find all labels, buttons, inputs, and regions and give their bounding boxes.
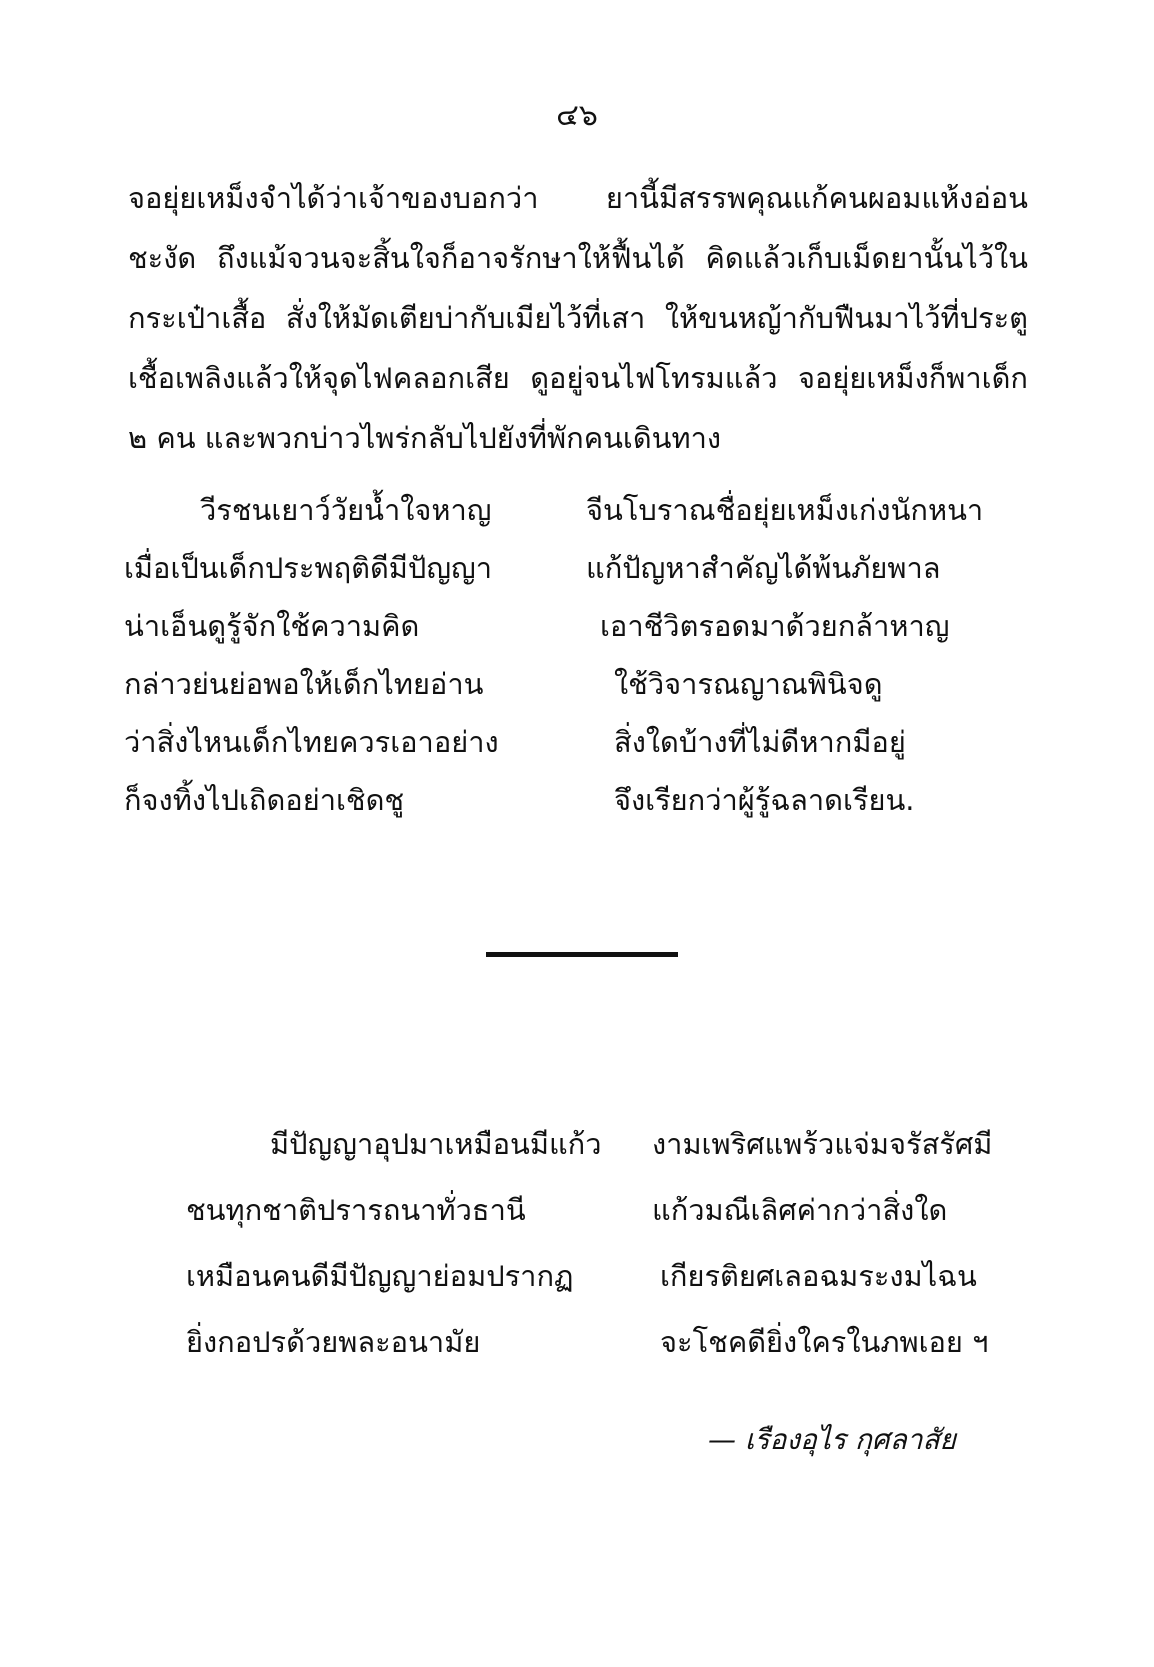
poem-1-line-left: ว่าสิ่งไหนเด็กไทยควรเอาอย่าง [124,725,499,759]
poem-1-line-left: ก็จงทิ้งไปเถิดอย่าเชิดชู [124,783,405,817]
poem-1-line-right: จีนโบราณชื่อยุ่ยเหม็งเก่งนักหนา [586,493,984,527]
poem-2-line-right: งามเพริศแพร้วแจ่มจรัสรัศมี [652,1127,993,1161]
poem-1-line-left: วีรชนเยาว์วัยน้ำใจหาญ [200,493,492,527]
poem-2-line-right: เกียรติยศเลอฉมระงมไฉน [660,1259,977,1293]
poem-1-line-right: สิ่งใดบ้างที่ไม่ดีหากมีอยู่ [614,725,906,759]
prose-line: กระเป๋าเสื้อ สั่งให้มัดเตียบ่ากับเมียไว้ที่เสา ให้ขนหญ้ากับฟืนมาไว้ที่ประตู [128,301,1028,335]
poem-1-line-left: เมื่อเป็นเด็กประพฤติดีมีปัญญา [124,551,493,585]
poem-1-line-left: น่าเอ็นดูรู้จักใช้ความคิด [124,609,420,643]
poem-1-line-right: จึงเรียกว่าผู้รู้ฉลาดเรียน. [614,783,915,817]
poem-1-line-right: ใช้วิจารณญาณพินิจดู [614,667,883,701]
poem-1-line-left: กล่าวย่นย่อพอให้เด็กไทยอ่าน [124,667,484,701]
poem-2-line-left: ยิ่งกอปรด้วยพละอนามัย [186,1325,481,1359]
prose-line: ๒ คน และพวกบ่าวไพร่กลับไปยังที่พักคนเดินทาง [128,421,722,455]
poem-2-line-left: ชนทุกชาติปรารถนาทั่วธานี [186,1193,526,1227]
poem-2-line-right: จะโชคดียิ่งใครในภพเอย ฯ [660,1325,989,1359]
poem-2-line-left: มีปัญญาอุปมาเหมือนมีแก้ว [270,1127,602,1161]
prose-line: จอยุ่ยเหม็งจำได้ว่าเจ้าของบอกว่า ยานี้มีสรรพคุณแก้คนผอมแห้งอ่อน [128,181,1028,215]
page-number: ๔๖ [556,98,598,133]
section-divider [486,952,678,957]
author-attribution: — เรืองอุไร กุศลาสัย [708,1423,956,1456]
poem-2-line-left: เหมือนคนดีมีปัญญาย่อมปรากฏ [186,1259,574,1293]
prose-paragraph [128,168,1028,468]
prose-line: ชะงัด ถึงแม้จวนจะสิ้นใจก็อาจรักษาให้ฟื้นได้ คิดแล้วเก็บเม็ดยานั้นไว้ใน [128,241,1028,275]
prose-line: เชื้อเพลิงแล้วให้จุดไฟคลอกเสีย ดูอยู่จนไฟโทรมแล้ว จอยุ่ยเหม็งก็พาเด็ก [128,361,1028,395]
poem-1-line-right: เอาชีวิตรอดมาด้วยกล้าหาญ [600,609,950,643]
poem-2-line-right: แก้วมณีเลิศค่ากว่าสิ่งใด [652,1193,948,1227]
poem-1-line-right: แก้ปัญหาสำคัญได้พ้นภัยพาล [586,551,941,585]
